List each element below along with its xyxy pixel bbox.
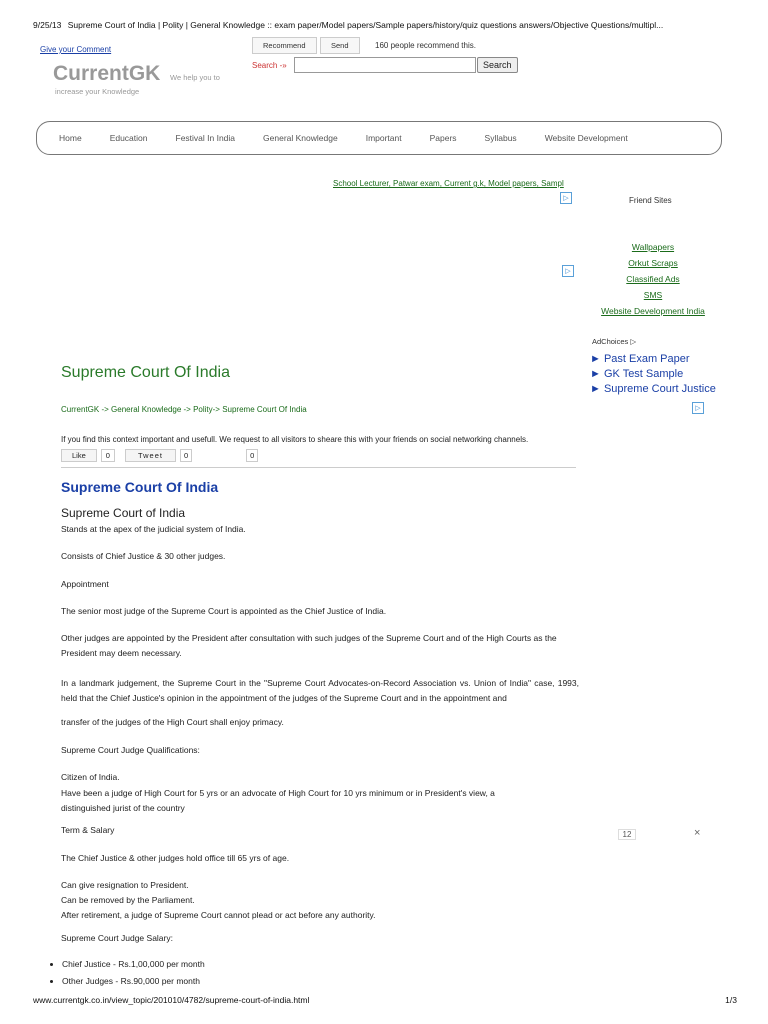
site-logo[interactable]: CurrentGK <box>53 62 161 85</box>
page-heading: Supreme Court Of India <box>61 364 230 381</box>
paragraph: Other judges are appointed by the President after consultation with such judges of the Supreme Court and of the High Courts as the President may deem necessary. <box>61 633 557 658</box>
print-header <box>33 20 667 30</box>
ad-link-gk-test[interactable]: ► GK Test Sample <box>590 368 684 380</box>
paragraph: Can give resignation to President. <box>61 880 189 890</box>
paragraph: Citizen of India. <box>61 772 120 782</box>
nav-important[interactable]: Important <box>365 133 402 143</box>
paragraph: Term & Salary <box>61 825 115 835</box>
nav-website-development[interactable]: Website Development <box>544 133 628 143</box>
nav-syllabus[interactable]: Syllabus <box>484 133 517 143</box>
search-input[interactable] <box>294 57 476 73</box>
search-button[interactable]: Search <box>477 57 518 73</box>
tweet-count: 0 <box>180 449 192 462</box>
nav-festival[interactable]: Festival In India <box>175 133 236 143</box>
paragraph: Have been a judge of High Court for 5 yrs or an advocate of High Court for 10 yrs minimum or in President's view, a distinguished jurist of the country <box>61 788 495 813</box>
paragraph: Can be removed by the Parliament. <box>61 895 195 905</box>
recommend-button[interactable]: Recommend <box>252 37 317 54</box>
close-icon[interactable]: × <box>694 827 701 839</box>
print-date: 9/25/13 <box>33 20 62 30</box>
paragraph: The Chief Justice & other judges hold office till 65 yrs of age. <box>61 853 290 863</box>
paragraph: After retirement, a judge of Supreme Court cannot plead or act before any authority. <box>61 910 376 920</box>
search-label: Search -» <box>252 61 287 70</box>
paragraph: Stands at the apex of the judicial system of India. <box>61 524 246 534</box>
paragraph: Supreme Court Judge Qualifications: <box>61 745 200 755</box>
like-count: 0 <box>101 449 115 462</box>
friend-link-orkut[interactable]: Orkut Scraps <box>628 258 678 268</box>
paragraph: Supreme Court Judge Salary: <box>61 933 173 943</box>
friend-link-website-dev[interactable]: Website Development India <box>601 306 705 316</box>
divider <box>61 467 576 468</box>
paragraph: Appointment <box>61 579 109 589</box>
adchoices-icon-2[interactable]: ▷ <box>562 265 574 277</box>
other-share-count: 0 <box>246 449 258 462</box>
print-page-number: 1/3 <box>725 995 737 1005</box>
print-footer <box>33 995 737 1005</box>
share-note: If you find this context important and usefull. We request to all visitors to sheare this with your friends on social networking channels. <box>61 435 529 444</box>
tweet-button[interactable]: Tweet <box>125 449 176 462</box>
list-item: • Other Judges - Rs.90,000 per month <box>62 973 205 990</box>
friend-link-classified[interactable]: Classified Ads <box>626 274 680 284</box>
print-url: www.currentgk.co.in/view_topic/201010/4782/supreme-court-of-india.html <box>33 995 310 1005</box>
share-counter: 12 <box>618 829 636 840</box>
adchoices-icon[interactable]: ▷ <box>560 192 572 204</box>
main-nav <box>36 121 722 155</box>
friend-link-sms[interactable]: SMS <box>643 290 663 300</box>
list-item: • Chief Justice - Rs.1,00,000 per month <box>62 956 205 973</box>
social-buttons <box>61 449 258 462</box>
article-subtitle: Supreme Court of India <box>61 506 186 520</box>
nav-education[interactable]: Education <box>109 133 148 143</box>
paragraph: The senior most judge of the Supreme Court is appointed as the Chief Justice of India. <box>61 606 387 616</box>
send-button[interactable]: Send <box>320 37 360 54</box>
recommend-count: 160 people recommend this. <box>375 41 476 50</box>
nav-general-knowledge[interactable]: General Knowledge <box>263 133 338 143</box>
salary-list <box>48 956 205 990</box>
ad-link-past-exam[interactable]: ► Past Exam Paper <box>590 353 690 365</box>
breadcrumb[interactable]: CurrentGK -> General Knowledge -> Polity-> Supreme Court Of India <box>61 405 307 414</box>
paragraph: In a landmark judgement, the Supreme Court in the "Supreme Court Advocates-on-Record Association vs. Union of India" case, 1993, held that the Chief Justice's opinion in the appointment of the judges of the Supreme Court and in the appointment and <box>61 678 579 703</box>
give-comment-link[interactable]: Give your Comment <box>40 45 112 54</box>
adchoices-label[interactable]: AdChoices ▷ <box>592 337 637 346</box>
paragraph: transfer of the judges of the High Court shall enjoy primacy. <box>61 717 284 727</box>
top-ad-links[interactable]: School Lecturer, Patwar exam, Current g.k, Model papers, Sampl <box>333 179 564 188</box>
tagline-2: increase your Knowledge <box>55 87 140 96</box>
ad-links <box>590 353 716 398</box>
tagline: We help you to <box>170 73 220 82</box>
nav-home[interactable]: Home <box>59 133 82 143</box>
friend-sites-title: Friend Sites <box>629 196 672 205</box>
adchoices-icon-3[interactable]: ▷ <box>692 402 704 414</box>
print-page-title: Supreme Court of India | Polity | General Knowledge :: exam paper/Model papers/Sample papers/history/quiz questions answers/Objective Questions/multipl... <box>67 20 664 30</box>
friend-link-wallpapers[interactable]: Wallpapers <box>631 242 675 252</box>
friend-links <box>590 242 716 322</box>
article-title: Supreme Court Of India <box>61 479 219 495</box>
ad-link-supreme-court[interactable]: ► Supreme Court Justice <box>590 383 716 395</box>
like-button[interactable]: Like <box>61 449 97 462</box>
nav-papers[interactable]: Papers <box>429 133 457 143</box>
paragraph: Consists of Chief Justice & 30 other judges. <box>61 551 226 561</box>
